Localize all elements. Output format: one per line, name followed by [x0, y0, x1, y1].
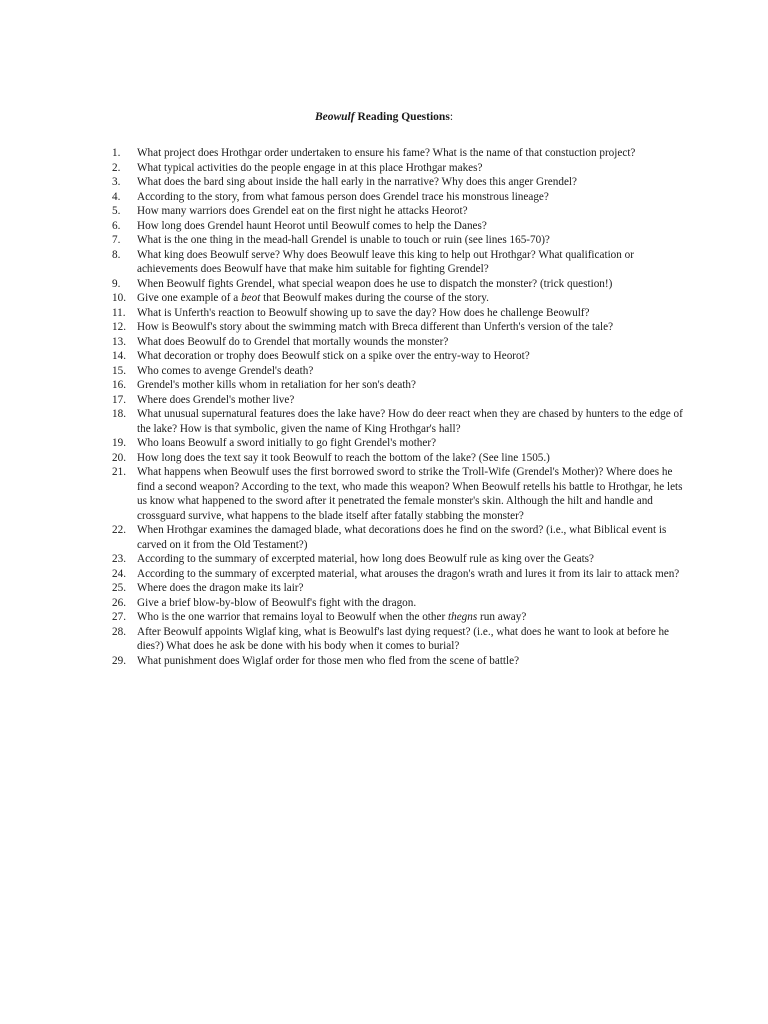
question-segment: that Beowulf makes during the course of the story.	[260, 292, 489, 304]
question-text	[137, 407, 692, 436]
question-number: 14.	[112, 350, 126, 362]
question-segment: How is Beowulf's story about the swimming match with Breca different than Unferth's version of the tale?	[137, 321, 614, 333]
question-item	[112, 596, 692, 611]
question-item	[112, 320, 692, 335]
question-text	[137, 451, 692, 466]
question-segment: What does the bard sing about inside the hall early in the narrative? Why does this anger Grendel?	[137, 176, 577, 188]
question-text	[137, 146, 692, 161]
question-item	[112, 204, 692, 219]
title-italic: Beowulf	[314, 111, 355, 123]
question-text	[137, 581, 692, 596]
question-number: 18.	[112, 408, 126, 420]
question-segment: What punishment does Wiglaf order for those men who fled from the scene of battle?	[137, 654, 520, 667]
question-number: 7.	[112, 234, 121, 246]
question-item	[112, 291, 692, 306]
question-segment: run away?	[477, 611, 527, 623]
question-item	[112, 581, 692, 596]
question-item	[112, 610, 692, 625]
question-number: 5.	[112, 205, 121, 217]
question-segment: Where does the dragon make its lair?	[137, 582, 304, 594]
question-segment: Who comes to avenge Grendel's death?	[137, 364, 314, 377]
question-text	[137, 175, 692, 190]
question-segment: What is Unferth's reaction to Beowulf showing up to save the day? How does he challenge Beowulf?	[137, 306, 590, 319]
question-text	[137, 233, 692, 248]
question-number: 4.	[112, 190, 121, 203]
question-item	[112, 465, 692, 523]
question-item	[112, 378, 692, 393]
question-item	[112, 567, 692, 582]
question-item	[112, 277, 692, 292]
question-text	[137, 248, 692, 277]
question-number: 11.	[112, 306, 126, 319]
question-segment: What does Beowulf do to Grendel that mortally wounds the monster?	[137, 335, 449, 348]
question-number: 23.	[112, 553, 126, 565]
question-item	[112, 552, 692, 567]
question-segment: What is the one thing in the mead-hall Grendel is unable to touch or ruin (see lines 165-70)?	[137, 234, 550, 246]
question-text	[137, 552, 692, 567]
question-segment: According to the summary of excerpted material, how long does Beowulf rule as king over the Geats?	[137, 553, 594, 565]
question-number: 20.	[112, 451, 126, 464]
question-segment: What king does Beowulf serve? Why does Beowulf leave this king to help out Hrothgar? What qualification or achievements does Beowulf have that make him suitable for fighting Grendel?	[137, 248, 634, 275]
question-number: 25.	[112, 582, 126, 594]
question-segment: What typical activities do the people engage in at this place Hrothgar makes?	[137, 161, 483, 174]
question-number: 10.	[112, 292, 126, 304]
question-number: 16.	[112, 379, 126, 391]
question-number: 21.	[112, 466, 126, 478]
question-text	[137, 596, 692, 611]
question-text	[137, 219, 692, 234]
question-item	[112, 146, 692, 161]
question-segment: Who is the one warrior that remains loyal to Beowulf when the other	[137, 611, 448, 623]
question-number: 29.	[112, 654, 126, 667]
question-number: 22.	[112, 524, 126, 536]
question-number: 27.	[112, 611, 126, 623]
question-segment: How long does Grendel haunt Heorot until Beowulf comes to help the Danes?	[137, 219, 487, 232]
question-number: 9.	[112, 277, 121, 290]
question-text	[137, 161, 692, 176]
question-number: 12.	[112, 321, 126, 333]
question-item	[112, 335, 692, 350]
question-number: 24.	[112, 567, 126, 580]
question-segment: According to the story, from what famous person does Grendel trace his monstrous lineage?	[137, 190, 549, 203]
question-segment: What unusual supernatural features does the lake have? How do deer react when they are chased by hunters to the edge of the lake? How is that symbolic, given the name of King Hrothgar's hall?	[137, 408, 683, 435]
question-item	[112, 625, 692, 654]
question-number: 1.	[112, 147, 121, 159]
question-segment: When Hrothgar examines the damaged blade, what decorations does he find on the sword? (i.e., what Biblical event is carved on it from the Old Testament?)	[137, 524, 667, 551]
question-text	[137, 204, 692, 219]
question-number: 6.	[112, 219, 121, 232]
question-item	[112, 306, 692, 321]
question-text	[137, 654, 692, 669]
question-segment: What decoration or trophy does Beowulf stick on a spike over the entry-way to Heorot?	[137, 350, 530, 362]
question-item	[112, 233, 692, 248]
question-text	[137, 320, 692, 335]
question-number: 17.	[112, 393, 126, 406]
question-segment: When Beowulf fights Grendel, what special weapon does he use to dispatch the monster? (trick question!)	[137, 277, 613, 290]
question-segment: What happens when Beowulf uses the first borrowed sword to strike the Troll-Wife (Grendel's Mother)? Where does he find a second weapon? According to the text, who made this weapon? When Beowulf retells his battle to Hrothgar, he lets us know what happened to the sword after it penetrated the female monster's skin. Although the hilt and handle and crossguard survive, what happens to the blade itself after fatally stabbing the monster?	[137, 466, 683, 522]
question-item	[112, 654, 692, 669]
question-text	[137, 465, 692, 523]
question-number: 3.	[112, 176, 121, 188]
question-number: 19.	[112, 437, 126, 449]
question-item	[112, 190, 692, 205]
question-item	[112, 219, 692, 234]
question-segment: How long does the text say it took Beowulf to reach the bottom of the lake? (See line 1505.)	[137, 451, 550, 464]
question-item	[112, 451, 692, 466]
question-number: 26.	[112, 596, 126, 609]
question-segment: Give one example of a	[137, 292, 242, 304]
question-item	[112, 161, 692, 176]
question-number: 15.	[112, 364, 126, 377]
question-text	[137, 436, 692, 451]
question-segment: How many warriors does Grendel eat on the first night he attacks Heorot?	[137, 205, 468, 217]
question-text	[137, 393, 692, 408]
question-item	[112, 436, 692, 451]
question-item	[112, 364, 692, 379]
title-rest: Reading Questions	[354, 111, 450, 123]
question-item	[112, 349, 692, 364]
question-text	[137, 277, 692, 292]
question-text	[137, 190, 692, 205]
question-term: thegns	[448, 611, 478, 623]
question-text	[137, 291, 692, 306]
question-text	[137, 364, 692, 379]
question-term: beot	[241, 292, 261, 304]
question-segment: After Beowulf appoints Wiglaf king, what is Beowulf's last dying request? (i.e., what does he want to look at before he dies?) What does he ask be done with his body when it comes to burial?	[137, 625, 670, 652]
question-segment: Grendel's mother kills whom in retaliation for her son's death?	[137, 379, 416, 391]
question-text	[137, 306, 692, 321]
question-text	[137, 625, 692, 654]
question-item	[112, 523, 692, 552]
question-item	[112, 393, 692, 408]
question-number: 28.	[112, 625, 126, 638]
question-text	[137, 378, 692, 393]
question-text	[137, 567, 692, 582]
title-colon: :	[449, 111, 454, 123]
page-title	[0, 111, 768, 123]
question-item	[112, 407, 692, 436]
question-text	[137, 349, 692, 364]
question-segment: Give a brief blow-by-blow of Beowulf's fight with the dragon.	[137, 596, 417, 609]
question-number: 13.	[112, 335, 126, 348]
question-text	[137, 523, 692, 552]
question-segment: What project does Hrothgar order undertaken to ensure his fame? What is the name of that constuction project?	[137, 147, 636, 159]
question-segment: According to the summary of excerpted material, what arouses the dragon's wrath and lures it from its lair to attack men?	[137, 567, 680, 580]
question-number: 2.	[112, 161, 121, 174]
question-item	[112, 248, 692, 277]
question-segment: Who loans Beowulf a sword initially to go fight Grendel's mother?	[137, 437, 437, 449]
question-text	[137, 335, 692, 350]
question-item	[112, 175, 692, 190]
question-segment: Where does Grendel's mother live?	[137, 393, 295, 406]
question-number: 8.	[112, 248, 121, 261]
question-list	[112, 146, 692, 668]
question-text	[137, 610, 692, 625]
